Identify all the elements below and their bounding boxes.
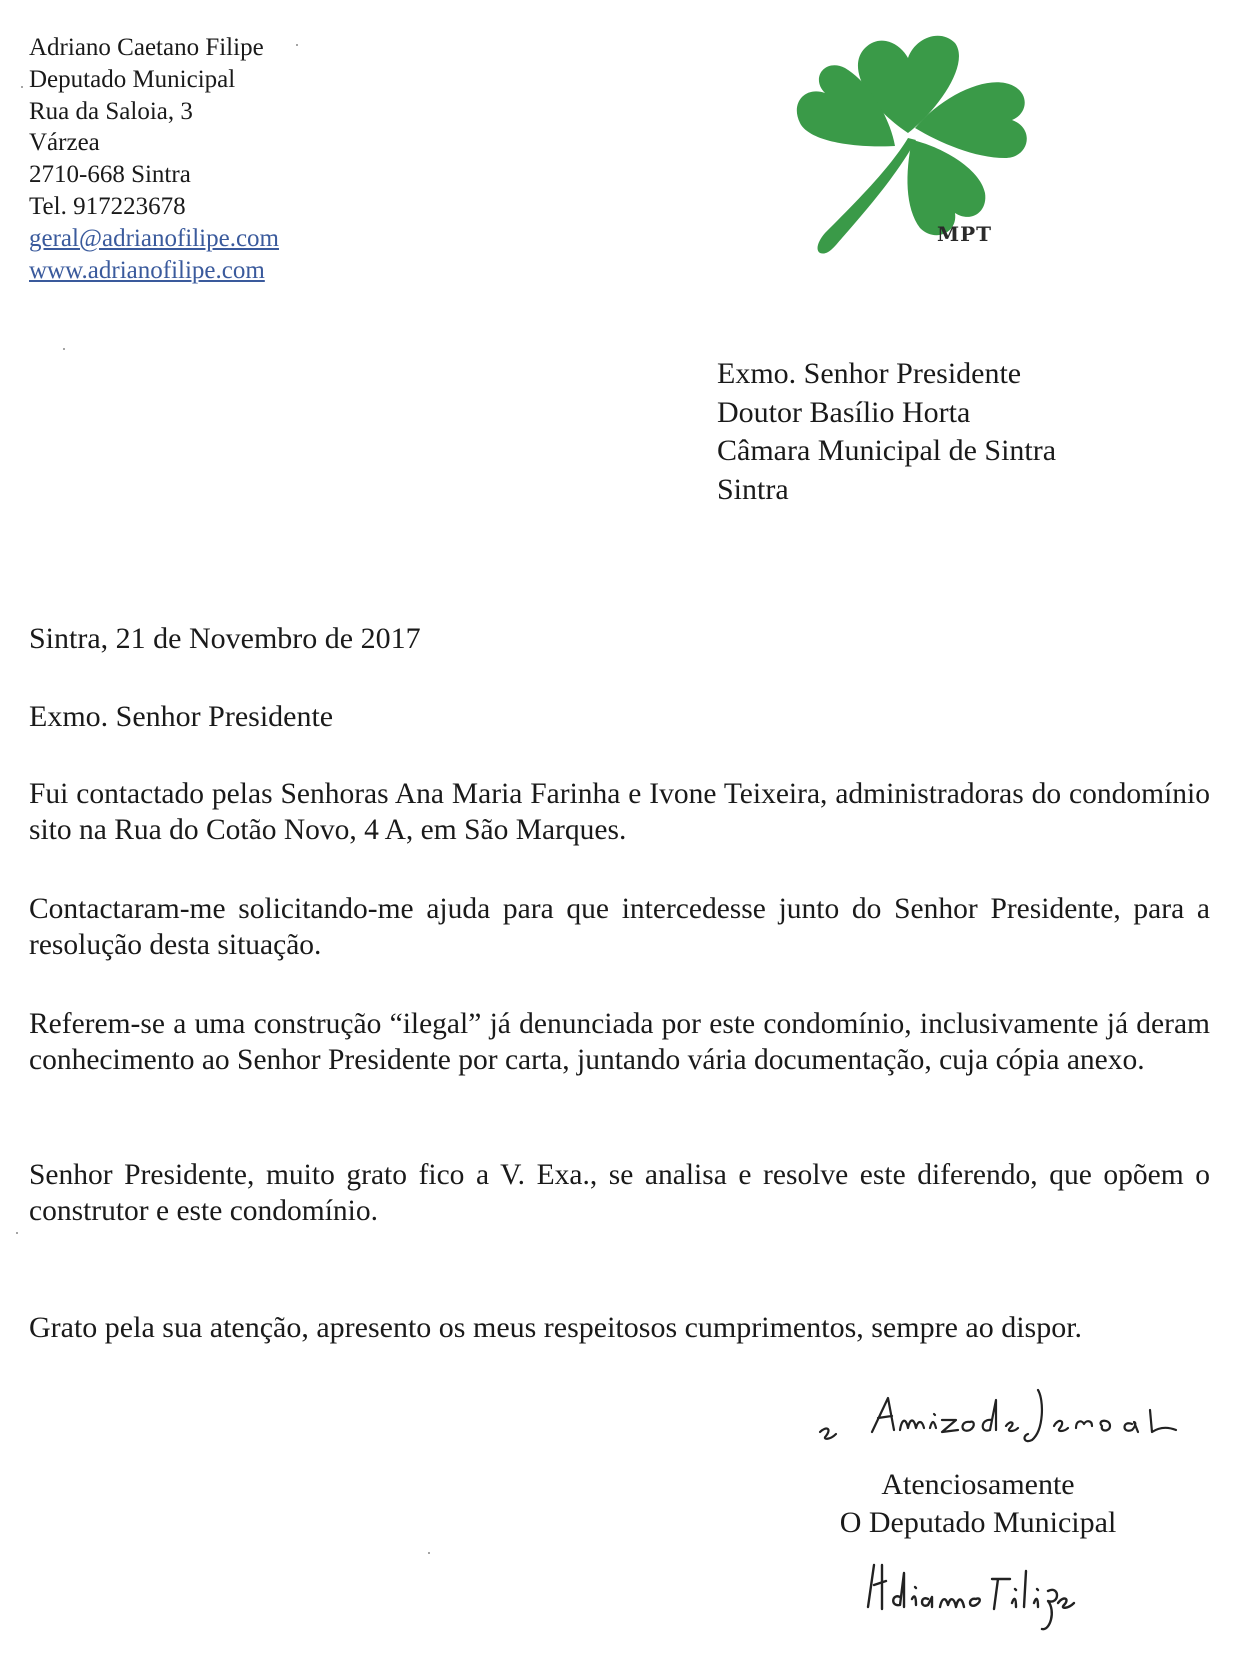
recipient-block — [717, 355, 1056, 509]
signature — [860, 1545, 1100, 1635]
recipient-line-3: Câmara Municipal de Sintra — [717, 434, 1057, 467]
signoff-block — [808, 1466, 1148, 1542]
scan-speck — [21, 86, 23, 88]
logo-label: MPT — [937, 222, 993, 246]
recipient-line-1: Exmo. Senhor Presidente — [717, 357, 1022, 390]
body-paragraph-1: Fui contactado pelas Senhoras Ana Maria Farinha e Ivone Teixeira, administradoras do condomínio sito na Rua do Cotão Novo, 4 A, em São Marques. — [29, 778, 1210, 846]
recipient-line-4: Sintra — [717, 472, 789, 506]
sender-street: Rua da Saloia, 3 — [29, 97, 193, 125]
sender-block — [29, 32, 279, 286]
sender-email-link[interactable]: geral@adrianofilipe.com — [29, 224, 279, 252]
signoff-line-2: O Deputado Municipal — [839, 1506, 1117, 1539]
scan-speck — [428, 1552, 430, 1554]
signoff-line-1: Atenciosamente — [881, 1468, 1075, 1501]
body-paragraph-4: Senhor Presidente, muito grato fico a V. Exa., se analisa e resolve este diferendo, que opõem o construtor e este condomínio. — [29, 1159, 1210, 1227]
letter-date: Sintra, 21 de Novembro de 2017 — [29, 622, 421, 655]
sender-website-link[interactable]: www.adrianofilipe.com — [29, 256, 265, 284]
sender-name: Adriano Caetano Filipe — [29, 34, 264, 61]
sender-phone: Tel. 917223678 — [29, 192, 186, 220]
handwritten-note — [810, 1370, 1190, 1450]
scan-speck — [296, 44, 298, 46]
body-paragraph-3: Referem-se a uma construção “ilegal” já denunciada por este condomínio, inclusivamente já deram conhecimento ao Senhor Presidente por carta, juntando vária documentação, cuja cópia anexo. — [29, 1008, 1210, 1076]
sender-locality: Várzea — [29, 129, 100, 157]
sender-postal: 2710-668 Sintra — [29, 161, 191, 189]
letter-salutation: Exmo. Senhor Presidente — [29, 700, 334, 733]
closing-sentence: Grato pela sua atenção, apresento os meus respeitosos cumprimentos, sempre ao dispor. — [29, 1311, 1083, 1344]
sender-role: Deputado Municipal — [29, 65, 236, 93]
scan-speck — [63, 348, 65, 350]
recipient-line-2: Doutor Basílio Horta — [717, 395, 971, 429]
scan-speck — [16, 1232, 18, 1234]
body-paragraph-2: Contactaram-me solicitando-me ajuda para que intercedesse junto do Senhor Presidente, para a resolução desta situação. — [29, 893, 1210, 961]
